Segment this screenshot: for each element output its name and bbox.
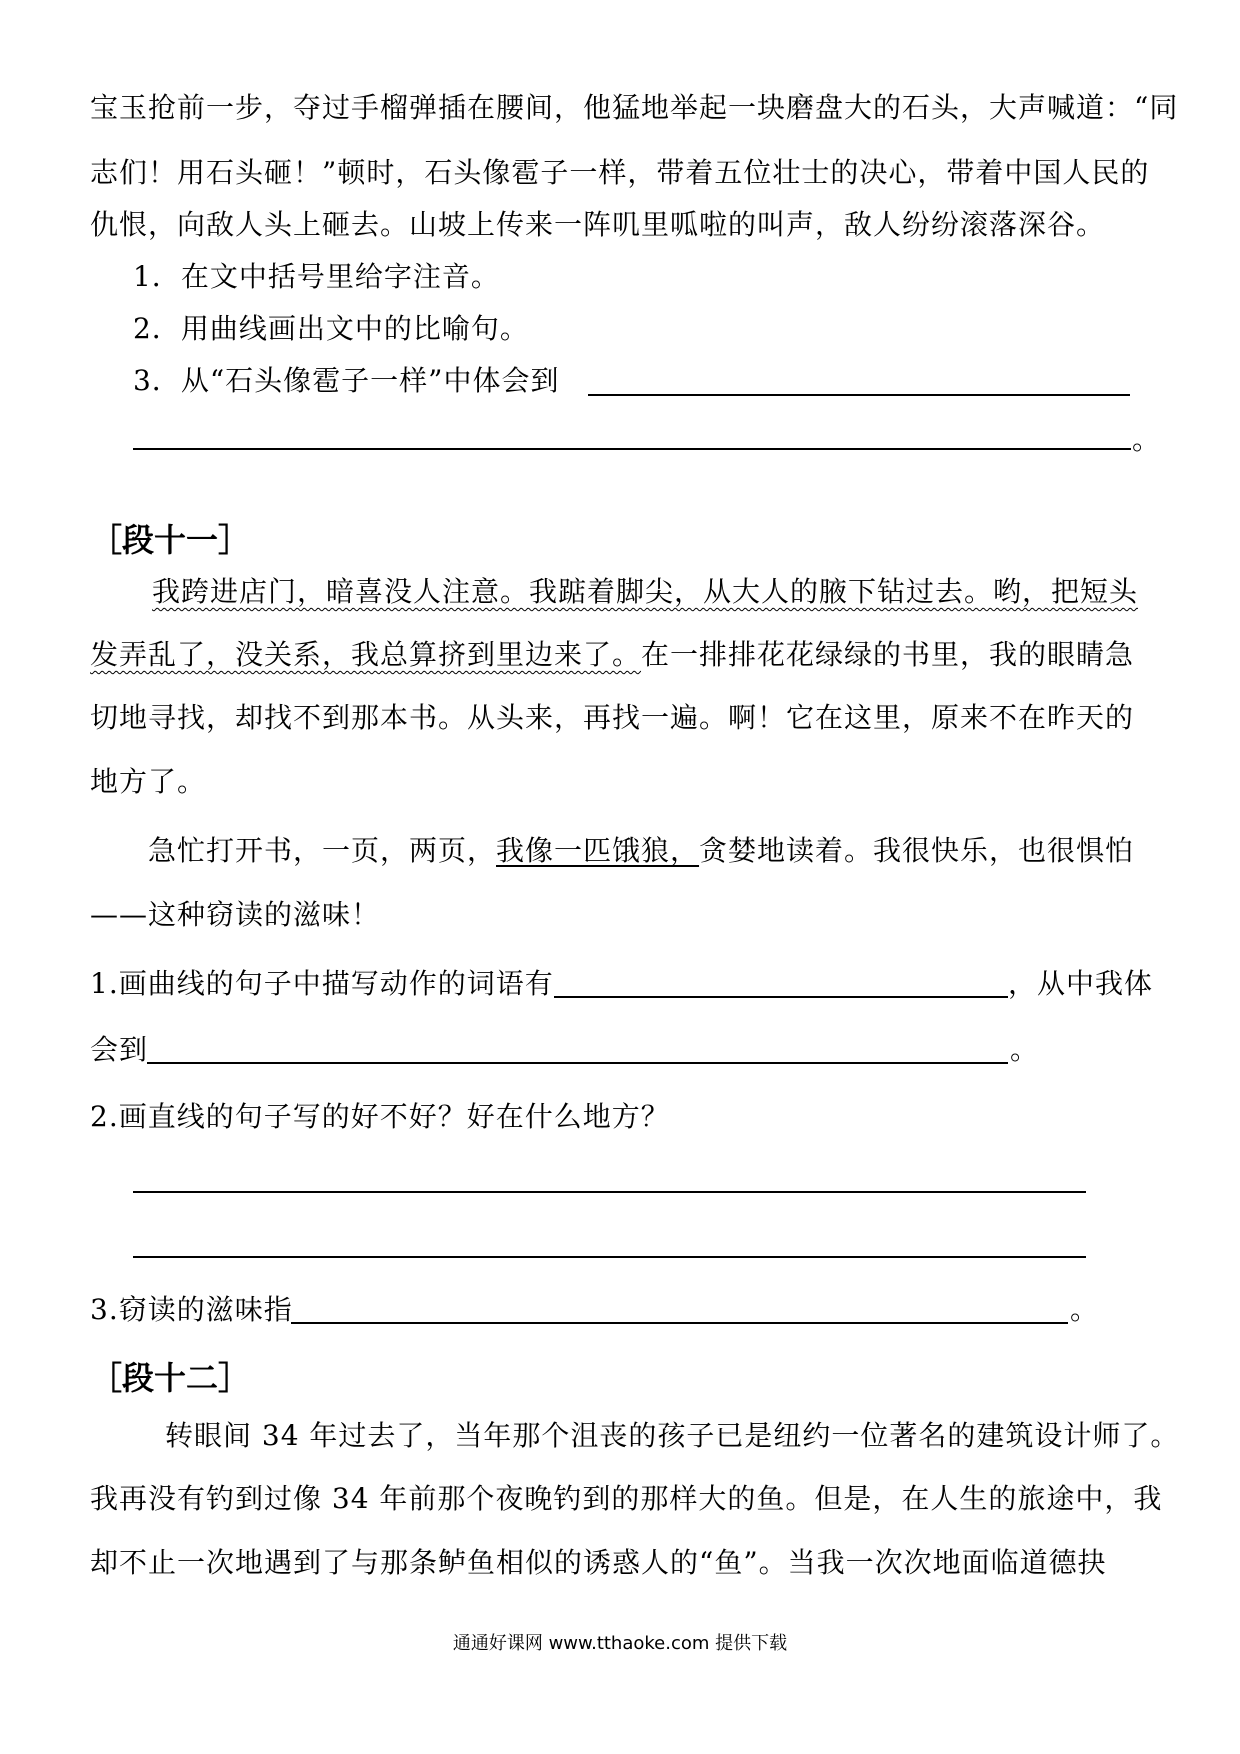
passage-ten-line-3: 仇恨，向敌人头上砸去。山坡上传来一阵叽里呱啦的叫声，敌人纷纷滚落深谷。 bbox=[90, 208, 1106, 241]
s11-q3-period: 。 bbox=[1070, 1293, 1100, 1326]
s11-para2-line1 bbox=[148, 831, 1218, 871]
s12-line-3: 却不止一次地遇到了与那条鲈鱼相似的诱惑人的“鱼”。当我一次次地面临道德抉 bbox=[90, 1546, 1107, 1579]
section-eleven-heading: ［段十一］ bbox=[90, 521, 251, 559]
s11-para1-line1 bbox=[152, 572, 1222, 612]
s12-line-1: 转眼间 34 年过去了，当年那个沮丧的孩子已是纽约一位著名的建筑设计师了。 bbox=[165, 1419, 1180, 1452]
passage-ten-line-2: 志们！用石头砸！”顿时，石头像雹子一样，带着五位壮士的决心，带着中国人民的 bbox=[90, 156, 1150, 189]
period-ten: 。 bbox=[1132, 423, 1162, 456]
s11-para1-line4: 地方了。 bbox=[90, 765, 207, 798]
section-twelve-heading: ［段十二］ bbox=[90, 1359, 251, 1397]
s11-q1-continue: ，从中我体 bbox=[1008, 967, 1154, 1000]
s11-question-1-line1 bbox=[90, 964, 1160, 1004]
s11-para1-line3: 切地寻找，却找不到那本书。从头来，再找一遍。啊！它在这里，原来不在昨天的 bbox=[90, 701, 1135, 734]
s12-line-2: 我再没有钓到过像 34 年前那个夜晚钓到的那样大的鱼。但是，在人生的旅途中，我 bbox=[90, 1482, 1163, 1515]
question-ten-2: 2．用曲线画出文中的比喻句。 bbox=[133, 312, 529, 345]
s11-q1-text: 1.画曲线的句子中描写动作的词语有 bbox=[90, 967, 554, 1000]
s11-para1-line2 bbox=[90, 635, 1160, 675]
s11-wavy-sentence-part2: 发弄乱了，没关系，我总算挤到里边来了。 bbox=[90, 638, 642, 671]
s11-para1-line2-rest: 在一排排花花绿绿的书里，我的眼睛急 bbox=[641, 638, 1135, 671]
s11-para2-post: 贪婪地读着。我很快乐，也很惧怕 bbox=[699, 834, 1135, 867]
s11-q1-period: 。 bbox=[1010, 1033, 1040, 1066]
answer-blank-s11-q2b[interactable] bbox=[133, 1256, 1086, 1258]
passage-ten-line-1: 宝玉抢前一步，夺过手榴弹插在腰间，他猛地举起一块磨盘大的石头，大声喊道：“同 bbox=[90, 91, 1179, 124]
question-ten-3-text: 3．从“石头像雹子一样”中体会到 bbox=[133, 364, 560, 397]
answer-blank-ten-3b[interactable] bbox=[133, 448, 1131, 450]
s11-wavy-sentence-part1: 我跨进店门，暗喜没人注意。我踮着脚尖，从大人的腋下钻过去。哟，把短头 bbox=[152, 575, 1139, 608]
s11-question-3: 3.窃读的滋味指 bbox=[90, 1293, 293, 1326]
answer-blank-s11-q2a[interactable] bbox=[133, 1191, 1086, 1193]
s11-straight-underlined: 我像一匹饿狼， bbox=[496, 834, 700, 867]
s11-question-2: 2.画直线的句子写的好不好？好在什么地方？ bbox=[90, 1100, 670, 1133]
answer-blank-s11-q3[interactable] bbox=[291, 1322, 1068, 1324]
answer-blank-s11-q1b[interactable] bbox=[147, 1062, 1008, 1064]
answer-blank-s11-q1a[interactable] bbox=[554, 996, 1008, 998]
s11-q1-line2: 会到 bbox=[90, 1033, 149, 1066]
page-footer: 通通好课网 www.tthaoke.com 提供下载 bbox=[452, 1633, 788, 1654]
question-ten-1: 1．在文中括号里给字注音。 bbox=[133, 260, 500, 293]
s11-para2-pre: 急忙打开书，一页，两页， bbox=[148, 834, 497, 867]
answer-blank-ten-3a[interactable] bbox=[588, 394, 1130, 396]
s11-para2-line2: ——这种窃读的滋味！ bbox=[90, 898, 381, 931]
